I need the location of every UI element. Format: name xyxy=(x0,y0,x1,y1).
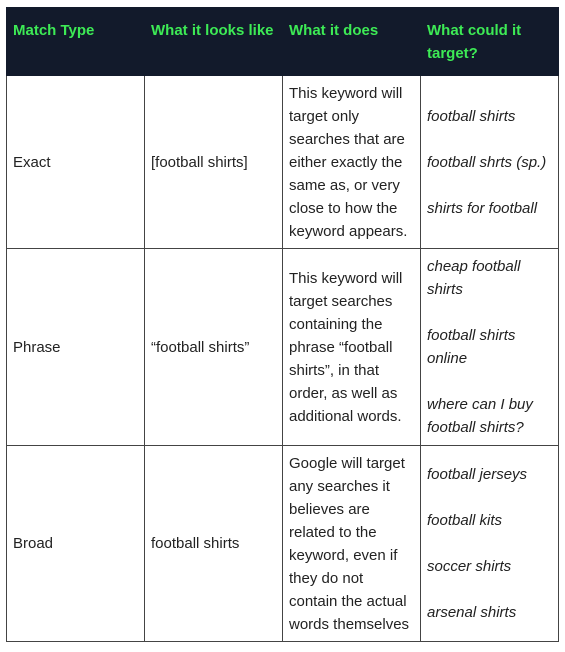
header-looks-like: What it looks like xyxy=(145,8,283,76)
target-item: football shrts (sp.) xyxy=(427,153,547,171)
target-item: shirts for football xyxy=(427,199,538,217)
target-item: football kits xyxy=(427,512,503,529)
header-could-target: What could it target? xyxy=(421,8,559,76)
target-item: cheap football shirts xyxy=(427,258,521,298)
target-item: arsenal shirts xyxy=(427,604,517,621)
target-item: football shirts online xyxy=(427,327,516,367)
table-row-exact xyxy=(7,76,559,249)
looks-like-cell: “football shirts” xyxy=(145,249,283,446)
looks-like-cell: football shirts xyxy=(145,446,283,642)
header-match-type: Match Type xyxy=(7,8,145,76)
match-type-cell: Exact xyxy=(7,76,145,249)
targets-cell xyxy=(421,249,559,446)
header-what-it-does: What it does xyxy=(283,8,421,76)
targets-cell xyxy=(421,446,559,642)
match-type-cell: Phrase xyxy=(7,249,145,446)
targets-cell xyxy=(421,76,559,249)
match-type-cell: Broad xyxy=(7,446,145,642)
target-item: soccer shirts xyxy=(427,558,512,575)
target-item: football jerseys xyxy=(427,466,528,483)
description-cell: This keyword will target only searches that are either exactly the same as, or very close to how the keyword appears. xyxy=(283,76,421,249)
looks-like-cell: [football shirts] xyxy=(145,76,283,249)
target-item: where can I buy football shirts? xyxy=(427,396,533,436)
table-row-broad xyxy=(7,446,559,642)
header-row xyxy=(7,8,559,76)
description-cell: Google will target any searches it believes are related to the keyword, even if they do not contain the actual words themselves xyxy=(283,446,421,642)
description-cell: This keyword will target searches containing the phrase “football shirts”, in that order, as well as additional words. xyxy=(283,249,421,446)
target-item: football shirts xyxy=(427,107,516,125)
match-type-table xyxy=(6,7,559,642)
table-row-phrase xyxy=(7,249,559,446)
